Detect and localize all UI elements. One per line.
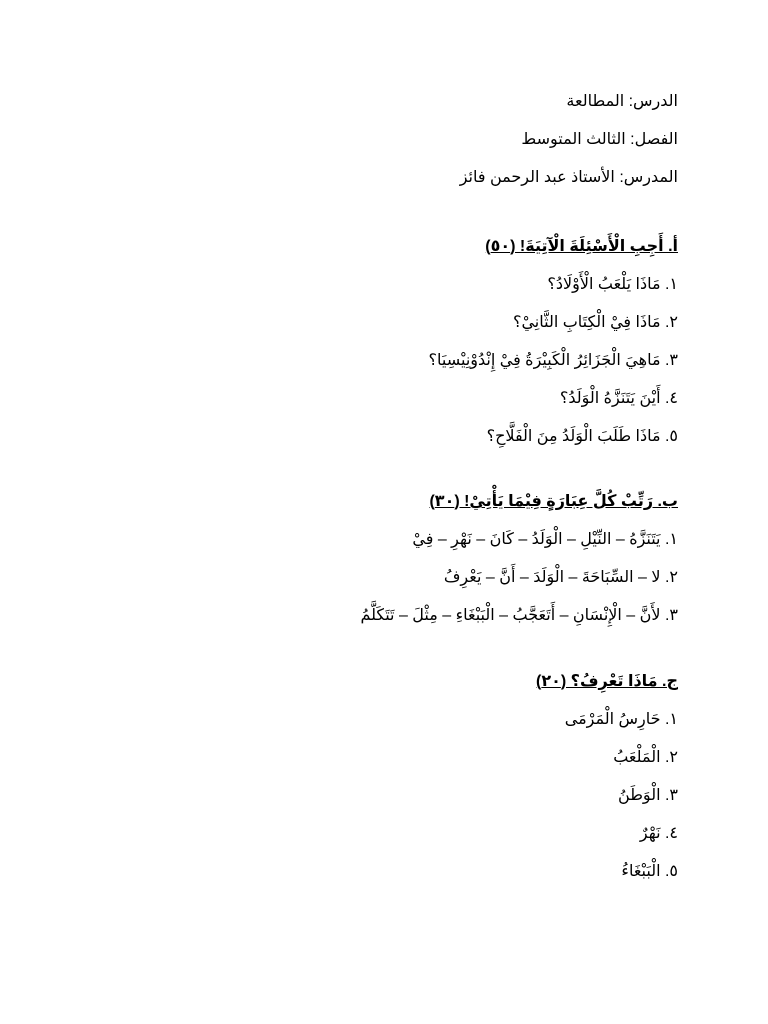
- section-b-item: ٣. لأَنَّ – الْإِنْسَانِ – أَتَعَجَّبُ – الْبَبْغَاءِ – مِثْلَ – تَتَكَلَّمُ: [360, 607, 678, 624]
- section-a-title: أ. أَجِبِ الْأَسْئِلَةَ الْآتِيَةَ! (٥٠): [485, 238, 678, 255]
- section-c-item: ٢. الْمَلْعَبُ: [613, 749, 678, 766]
- class-line: الفصل: الثالث المتوسط: [521, 131, 678, 148]
- section-c-item: ٣. الْوَطَنُ: [618, 787, 678, 804]
- section-a-item: ١. مَاذَا يَلْعَبُ الْأَوْلَادُ؟: [547, 276, 678, 293]
- section-c-item: ١. حَارِسُ الْمَرْمَى: [564, 711, 678, 728]
- section-b: [78, 490, 678, 642]
- section-c-title: ج. مَاذَا تَعْرِفُ؟ (٢٠): [536, 673, 678, 690]
- section-a-item: ٣. مَاهِيَ الْجَزَائِرُ الْكَبِيْرَةُ فِيْ إِنْدُوْنِيْسِيَا؟: [428, 352, 678, 369]
- section-b-title: ب. رَتِّبْ كُلَّ عِبَارَةٍ فِيْمَا يَأْتِيْ! (٣٠): [429, 493, 678, 510]
- section-a-item: ٥. مَاذَا طَلَبَ الْوَلَدُ مِنَ الْفَلَّاحِ؟: [486, 428, 678, 445]
- section-a-item: ٤. أَيْنَ يَتَنَزَّهُ الْوَلَدُ؟: [559, 390, 678, 407]
- section-c: [78, 670, 678, 898]
- section-a: [78, 235, 678, 463]
- section-c-item: ٥. الْبَبْغَاءُ: [621, 863, 678, 880]
- section-b-item: ٢. لا – السِّبَاحَةَ – الْوَلَدَ – أَنَّ – يَعْرِفُ: [443, 569, 678, 586]
- worksheet-header: [78, 90, 678, 204]
- lesson-line: الدرس: المطالعة: [566, 93, 678, 110]
- section-c-item: ٤. نَهْرٌ: [639, 825, 678, 842]
- section-a-item: ٢. مَاذَا فِيْ الْكِتَابِ الثَّانِيْ؟: [512, 314, 678, 331]
- teacher-line: المدرس: الأستاذ عبد الرحمن فائز: [459, 169, 678, 186]
- section-b-item: ١. يَتَنَزَّهُ – النِّيْلِ – الْوَلَدُ – كَانَ – نَهْرِ – فِيْ: [412, 531, 678, 548]
